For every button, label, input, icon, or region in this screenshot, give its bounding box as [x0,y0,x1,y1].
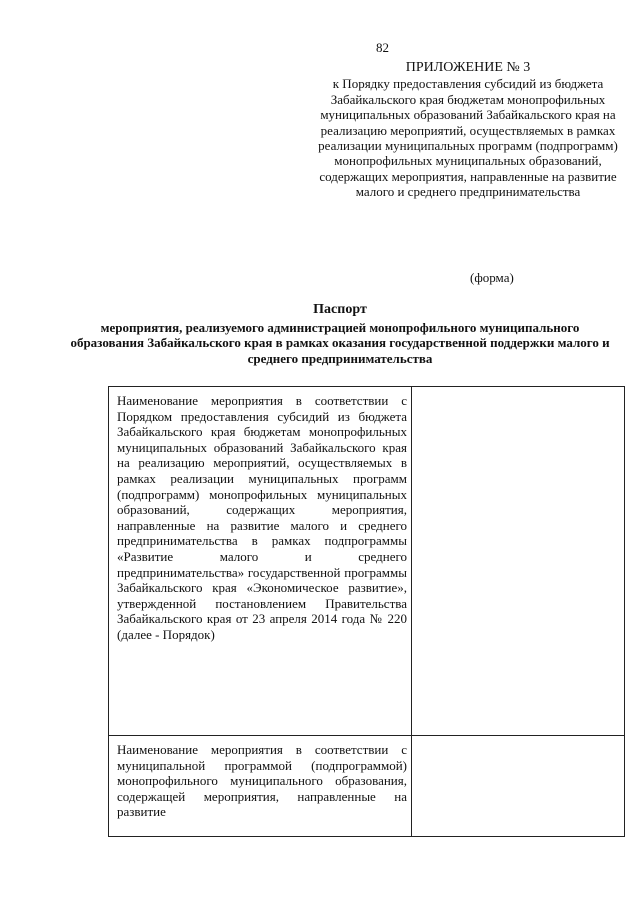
table-row [109,736,625,837]
table-cell-value [412,387,625,736]
appendix-title: ПРИЛОЖЕНИЕ № 3 [405,60,531,75]
passport-table [108,386,625,837]
page-number: 82 [376,40,389,55]
passport-title: Паспорт [313,302,367,317]
passport-subtitle: мероприятия, реализуемого администрацией монопрофильного муниципального образования Забайкальского края в рамках оказания государственной поддержки малого и среднего предпринимательства [70,319,610,366]
form-label: (форма) [470,270,514,285]
table-row [109,387,625,736]
table-cell-value [412,736,625,837]
appendix-block [318,60,618,200]
appendix-text: к Порядку предоставления субсидий из бюджета Забайкальского края бюджетам монопрофильных муниципальных образований Забайкальского края на реализацию мероприятий, осуществляемых в рамках реализации муниципальных программ (подпрограмм) монопрофильных муниципальных образований, содержащих мероприятия, направленные на развитие малого и среднего предпринимательства [318,76,618,200]
table-cell-label: Наименование мероприятия в соответствии с Порядком предоставления субсидий из бюджета Забайкальского края бюджетам монопрофильных муниципальных образований Забайкальского края на реализацию мероприятий, осуществляемых в рамках реализации муниципальных программ (подпрограмм) монопрофильных муниципальных образований, содержащих мероприятия, направленные на развитие малого и среднего предпринимательства в рамках подпрограммы «Развитие малого и среднего предпринимательства» государственной программы Забайкальского края «Экономическое развитие», утвержденной постановлением Правительства Забайкальского края от 23 апреля 2014 года № 220 (далее - Порядок) [109,387,412,736]
passport-heading [70,302,610,366]
table-cell-label: Наименование мероприятия в соответствии с муниципальной программой (подпрограммой) монопрофильного муниципального образования, содержащей мероприятия, направленные на развитие [109,736,412,837]
